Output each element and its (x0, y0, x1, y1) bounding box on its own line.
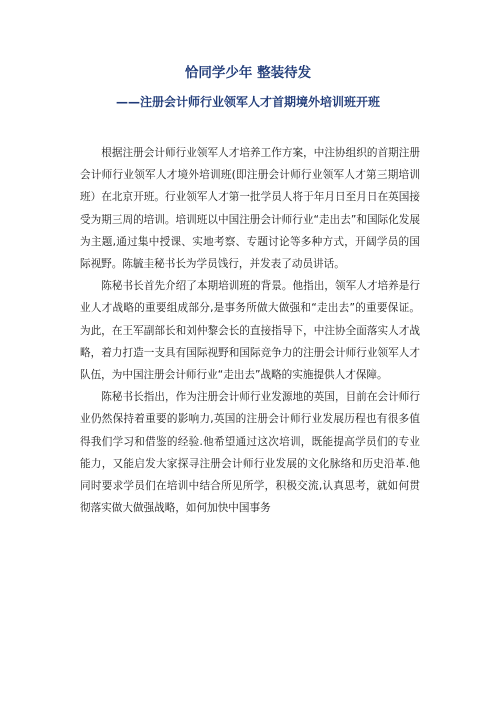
document-title: 恰同学少年 整装待发 (184, 65, 312, 81)
paragraph: 陈秘书长首先介绍了本期培训班的背景。他指出，领军人才培养是行业人才战略的重要组成部分,是事务所做大做强和“走出去”的重要保证。为此，在王军副部长和刘仲黎会长的直接指导下，中注协全面落实人才战略，着力打造一支具有国际视野和国际竞争力的注册会计师行业领军人才队伍，为中国注册会计师行业“走出去”战略的实施提供人才保障。 (80, 280, 420, 382)
document-subtitle: ——注册会计师行业领军人才首期境外培训班开班 (115, 95, 380, 109)
paragraph: 根据注册会计师行业领军人才培养工作方案，中注协组织的首期注册会计师行业领军人才境外培训班(即注册会计师行业领军人才第三期培训班）在北京开班。行业领军人才第一批学员人将于年月日至月日在英国接受为期三周的培训。培训班以中国注册会计师行业“走出去”和国际化发展为主题,通过集中授课、实地考察、专题讨论等多种方式，开阔学员的国际视野。陈毓圭秘书长为学员饯行，并发表了动员讲话。 (80, 147, 420, 271)
paragraph: 陈秘书长指出，作为注册会计师行业发源地的英国，目前在会计师行业仍然保持着重要的影响力,英国的注册会计师行业发展历程也有很多值得我们学习和借鉴的经验.他希望通过这次培训，既能提高学员们的专业能力，又能启发大家探寻注册会计师行业发展的文化脉络和历史沿革.他同时要求学员们在培训中结合所见所学，积极交流,认真思考，就如何贯彻落实做大做强战略，如何加快中国事务 (80, 391, 420, 515)
document-body (80, 142, 420, 519)
